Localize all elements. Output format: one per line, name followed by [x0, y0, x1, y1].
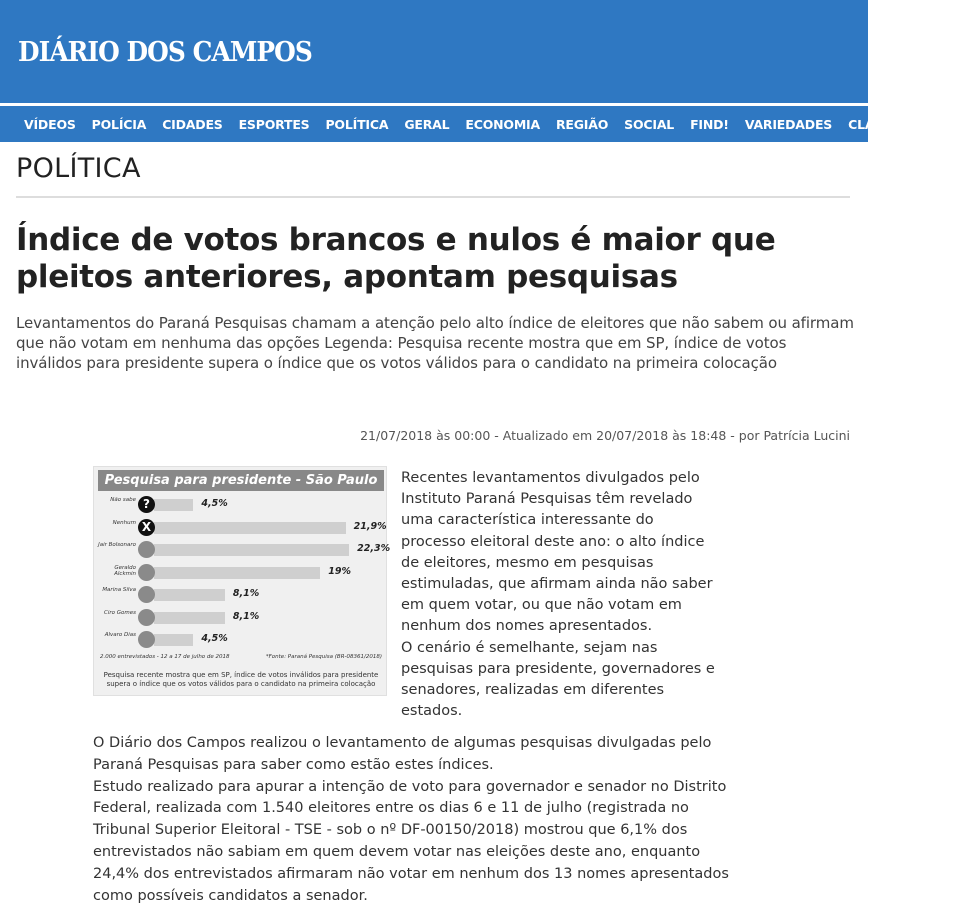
nav-item-geral[interactable]: GERAL — [404, 116, 450, 132]
chart-row — [94, 540, 391, 560]
chart-row — [94, 585, 388, 605]
nav-item-esportes[interactable]: ESPORTES — [238, 116, 310, 132]
chart-category-label: Nenhum — [112, 519, 136, 526]
nav-item-find[interactable]: FIND! — [690, 116, 729, 132]
article-body-side — [401, 468, 721, 722]
chart-value-label: 22,3% — [357, 543, 391, 554]
chart-category-label: Alvaro Dias — [104, 632, 136, 638]
chart-bar — [154, 544, 349, 556]
chart-bar — [154, 634, 193, 646]
chart-bar — [154, 589, 225, 601]
candidate-photo-icon: ? — [138, 496, 155, 513]
chart-bar — [154, 612, 225, 624]
candidate-photo-icon — [138, 609, 155, 626]
article-lede: Levantamentos do Paraná Pesquisas chamam a atenção pelo alto índice de eleitores que não sabem ou afirmam que não votam em nenhuma das opções Legenda: Pesquisa recente mostra que em SP, índice de votos inválidos para presidente supera o índice que os votos válidos para o candidato na primeira colocação — [16, 314, 854, 372]
article-paragraph: O cenário é semelhante, sejam nas pesquisas para presidente, governadores e senadores, realizadas em diferentes estados. — [401, 639, 715, 720]
chart-footnote-left: 2.000 entrevistados - 12 a 17 de julho de 2018 — [100, 654, 230, 660]
section-title[interactable]: POLÍTICA — [16, 153, 141, 184]
candidate-photo-icon — [138, 564, 155, 581]
chart-bar — [154, 499, 193, 511]
nav-item-policia[interactable]: POLÍCIA — [91, 116, 147, 132]
chart-row — [94, 518, 388, 538]
nav-item-social[interactable]: SOCIAL — [624, 116, 675, 132]
chart-category-label: Jair Bolsonaro — [98, 542, 136, 548]
chart-row — [94, 563, 388, 583]
chart-bar — [154, 522, 346, 534]
article-paragraph: Recentes levantamentos divulgados pelo Instituto Paraná Pesquisas têm revelado uma característica interessante do processo eleitoral deste ano: o alto índice de eleitores, mesmo em pesquisas estimuladas, que afirmam ainda não saber em quem votar, ou que não votam em nenhum dos nomes apresentados. — [401, 470, 713, 635]
chart-row — [94, 608, 388, 628]
chart-value-label: 8,1% — [232, 610, 260, 622]
chart-value-label: 21,9% — [353, 520, 387, 532]
nav-item-regiao[interactable]: REGIÃO — [555, 116, 609, 132]
chart-value-label: 4,5% — [201, 498, 228, 509]
chart-caption: Pesquisa recente mostra que em SP, índice de votos inválidos para presidente supera o índice que os votos válidos para o candidato na primeira colocação — [103, 671, 379, 688]
candidate-photo-icon: X — [138, 519, 155, 536]
chart-value-label: 8,1% — [232, 588, 260, 599]
poll-chart-image[interactable] — [93, 466, 391, 696]
main-nav — [0, 103, 957, 142]
chart-row — [94, 495, 388, 515]
chart-footnote-right: *Fonte: Paraná Pesquisa (BR-08361/2018) — [265, 654, 382, 660]
article-headline: Índice de votos brancos e nulos é maior que pleitos anteriores, apontam pesquisas — [16, 222, 776, 295]
nav-item-classificados[interactable]: CLASSIFICADOS — [848, 116, 957, 132]
nav-item-cidades[interactable]: CIDADES — [162, 116, 223, 132]
chart-category-label: Marina Silva — [102, 587, 136, 593]
chart-category-label: Não sabe — [110, 497, 136, 503]
article-body — [93, 733, 733, 907]
section-divider — [16, 196, 850, 198]
candidate-photo-icon — [138, 586, 155, 603]
nav-item-politica[interactable]: POLÍTICA — [325, 116, 389, 132]
chart-value-label: 19% — [328, 565, 351, 577]
candidate-photo-icon — [138, 631, 155, 648]
chart-category-label: Ciro Gomes — [104, 609, 136, 616]
chart-row — [94, 630, 388, 650]
candidate-photo-icon — [138, 541, 155, 558]
article-meta: 21/07/2018 às 00:00 - Atualizado em 20/07/2018 às 18:48 - por Patrícia Lucini — [360, 428, 850, 443]
article-paragraph: O Diário dos Campos realizou o levantamento de algumas pesquisas divulgadas pelo Paraná Pesquisas para saber como estão estes índices. — [93, 735, 712, 773]
article-paragraph: Estudo realizado para apurar a intenção de voto para governador e senador no Distrito Federal, realizada com 1.540 eleitores entre os dias 6 e 11 de julho (registrada no Tribunal Superior Eleitoral - TSE - sob o nº DF-00150/2018) mostrou que 6,1% dos entrevistados não sabiam em quem devem votar nas eleições deste ano, enquanto 24,4% dos entrevistados afirmaram não votar em nenhum dos 13 nomes apresentados como possíveis candidatos a senador. — [93, 778, 729, 904]
nav-item-variedades[interactable]: VARIEDADES — [744, 116, 833, 132]
chart-footnote — [100, 654, 382, 660]
nav-item-videos[interactable]: VÍDEOS — [24, 116, 76, 132]
chart-title: Pesquisa para presidente - São Paulo — [98, 470, 384, 491]
chart-category-label: Geraldo Alckmin — [114, 564, 136, 577]
nav-item-economia[interactable]: ECONOMIA — [465, 116, 540, 132]
chart-bar — [154, 567, 320, 579]
chart-value-label: 4,5% — [201, 633, 228, 644]
site-logo[interactable]: DIÁRIO DOS CAMPOS — [18, 37, 312, 68]
masthead — [0, 0, 868, 103]
